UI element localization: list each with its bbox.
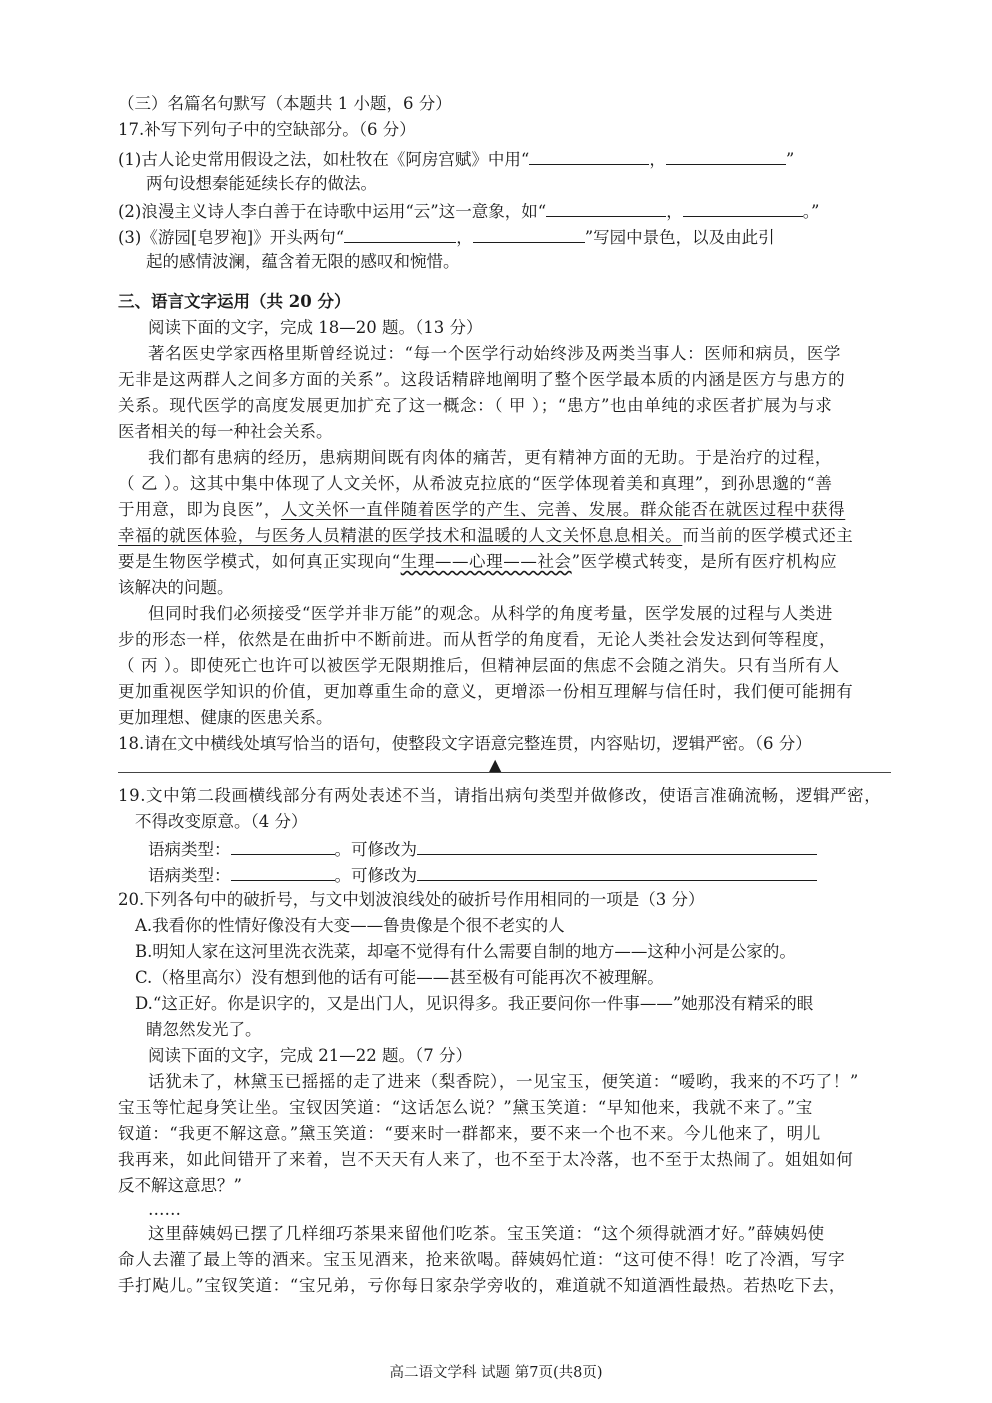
underlined-sentence: 人文关怀一直伴随着医学的产生、完善、发展。群众能否在就医过程中获得 [280, 500, 846, 519]
question-17-item-1-cont: 两句设想秦能延续长存的做法。 [146, 174, 377, 193]
passage-line: 反不解这意思？” [118, 1176, 242, 1195]
question-17-item-3: (3)《游园[皂罗袍]》开头两句“ ， ”写园中景色，以及由此引 [118, 224, 775, 250]
question-17-stem: 17.补写下列句子中的空缺部分。（6 分） [118, 120, 416, 139]
passage-line: 要是生物医学模式，如何真正实现向“生理——心理——社会”医学模式转变，是所有医疗机构应 [118, 552, 838, 571]
option-b[interactable]: B.明知人家在这河里洗衣洗菜，却毫不觉得有什么需要自制的地方——这种小河是公家的。 [135, 942, 796, 961]
question-19-answer-row: 语病类型： 。可修改为 [148, 862, 817, 888]
option-d-cont: 睛忽然发光了。 [146, 1020, 262, 1039]
part-heading: 三、语言文字运用（共 20 分） [118, 292, 351, 311]
ellipsis: …… [148, 1200, 181, 1219]
passage-line: 医者相关的每一种社会关系。 [118, 422, 333, 441]
passage-line: 命人去灌了最上等的酒来。宝玉见酒来，抢来欲喝。薛姨妈忙道：“这可使不得！吃了冷酒，写字 [118, 1250, 846, 1269]
answer-blank[interactable] [473, 224, 585, 243]
answer-blank[interactable] [683, 198, 803, 217]
passage-line: 我们都有患病的经历，患病期间既有肉体的痛苦，更有精神方面的无助。于是治疗的过程， [148, 448, 832, 467]
passage-line: 无非是这两群人之间多方面的关系”。这段话精辟地阐明了整个医学最本质的内涵是医方与患方的 [118, 370, 846, 389]
answer-blank[interactable] [546, 198, 666, 217]
option-d[interactable]: D.“这正好。你是识字的，又是出门人，见识得多。我正要问你一件事——”她那没有精采的眼 [135, 994, 814, 1013]
passage-line: 钗道：“我更不解这意。”黛玉笑道：“要来时一群都来，要不来一个也不来。今儿他来了，明儿 [118, 1124, 821, 1143]
passage-line: 但同时我们必须接受“医学并非万能”的观念。从科学的角度考量，医学发展的过程与人类进 [148, 604, 833, 623]
page-footer: 高二语文学科 试题 第7页(共8页) [389, 1365, 603, 1381]
wavy-underlined-phrase: 生理——心理——社会 [400, 552, 572, 571]
passage-line: 这里薛姨妈已摆了几样细巧茶果来留他们吃茶。宝玉笑道：“这个须得就酒才好。”薛姨妈使 [148, 1224, 825, 1243]
answer-blank[interactable] [529, 146, 649, 165]
passage-line: 我再来，如此间错开了来着，岂不天天有人来了，也不至于太冷落，也不至于太热闹了。姐姐如何 [118, 1150, 854, 1169]
error-type-blank[interactable] [231, 836, 335, 855]
underlined-sentence: 幸福的就医体验，与医务人员精湛的医学技术和温暖的人文关怀息息相关。 [118, 526, 683, 545]
passage-line: 宝玉等忙起身笑让坐。宝钗因笑道：“这话怎么说？”黛玉笑道：“早知他来，我就不来了。”宝 [118, 1098, 813, 1117]
answer-blank[interactable] [666, 146, 786, 165]
revision-blank[interactable] [417, 862, 817, 881]
passage-line: 更加重视医学知识的价值，更加尊重生命的意义，更增添一份相互理解与信任时，我们便可能拥有 [118, 682, 854, 701]
question-18-stem: 18.请在文中横线处填写恰当的语句，使整段文字语意完整连贯，内容贴切，逻辑严密。（6 分） [118, 734, 812, 753]
error-type-blank[interactable] [231, 862, 335, 881]
passage-line: 步的形态一样，依然是在曲折中不断前进。而从哲学的角度看，无论人类社会发达到何等程度， [118, 630, 837, 649]
passage-line: 该解决的问题。 [118, 578, 234, 597]
passage-line: 话犹未了，林黛玉已摇摇的走了进来（梨香院），一见宝玉，便笑道：“嗳哟，我来的不巧了！” [148, 1072, 859, 1091]
passage-line: 于用意，即为良医”，人文关怀一直伴随着医学的产生、完善、发展。群众能否在就医过程中获得 [118, 500, 846, 519]
section-heading: （三）名篇名句默写（本题共 1 小题，6 分） [118, 94, 452, 113]
passage-line: 著名医史学家西格里斯曾经说过：“每一个医学行动始终涉及两类当事人：医师和病员，医学 [148, 344, 842, 363]
passage-line: 手打飐儿。”宝钗笑道：“宝兄弟，亏你每日家杂学旁收的，难道就不知道酒性最热。若热吃下去， [118, 1276, 847, 1295]
question-17-item-1: (1)古人论史常用假设之法，如杜牧在《阿房宫赋》中用“ ， ” [118, 146, 794, 172]
option-a[interactable]: A.我看你的性情好像没有大变——鲁贵像是个很不老实的人 [135, 916, 565, 935]
passage-line: （ 丙 ）。即使死亡也许可以被医学无限期推后，但精神层面的焦虑不会随之消失。只有当所有人 [118, 656, 840, 675]
question-17-item-3-cont: 起的感情波澜，蕴含着无限的感叹和惋惜。 [146, 252, 460, 271]
answer-line[interactable] [118, 772, 891, 773]
question-19-stem: 19.文中第二段画横线部分有两处表述不当，请指出病句类型并做修改，使语言准确流畅，逻辑严密， [118, 786, 882, 805]
question-20-stem: 20.下列各句中的破折号，与文中划波浪线处的破折号作用相同的一项是（3 分） [118, 890, 705, 909]
passage-line: 幸福的就医体验，与医务人员精湛的医学技术和温暖的人文关怀息息相关。而当前的医学模式还主 [118, 526, 854, 545]
passage-line: （ 乙 ）。这其中集中体现了人文关怀，从希波克拉底的“医学体现着美和真理”，到孙思邈的“善 [118, 474, 833, 493]
answer-area-marker: ▲ [489, 755, 502, 774]
reading-instruction: 阅读下面的文字，完成 18—20 题。（13 分） [148, 318, 483, 337]
passage-line: 更加理想、健康的医患关系。 [118, 708, 333, 727]
reading-instruction: 阅读下面的文字，完成 21—22 题。（7 分） [148, 1046, 472, 1065]
question-19-answer-row: 语病类型： 。可修改为 [148, 836, 817, 862]
answer-blank[interactable] [344, 224, 456, 243]
revision-blank[interactable] [417, 836, 817, 855]
question-17-item-2: (2)浪漫主义诗人李白善于在诗歌中运用“云”这一意象，如“ ， 。” [118, 198, 819, 224]
question-19-stem-cont: 不得改变原意。（4 分） [135, 812, 308, 831]
option-c[interactable]: C.（格里高尔）没有想到他的话有可能——甚至极有可能再次不被理解。 [135, 968, 664, 987]
passage-line: 关系。现代医学的高度发展更加扩充了这一概念：（ 甲 ）；“患方”也由单纯的求医者扩展为与求 [118, 396, 833, 415]
